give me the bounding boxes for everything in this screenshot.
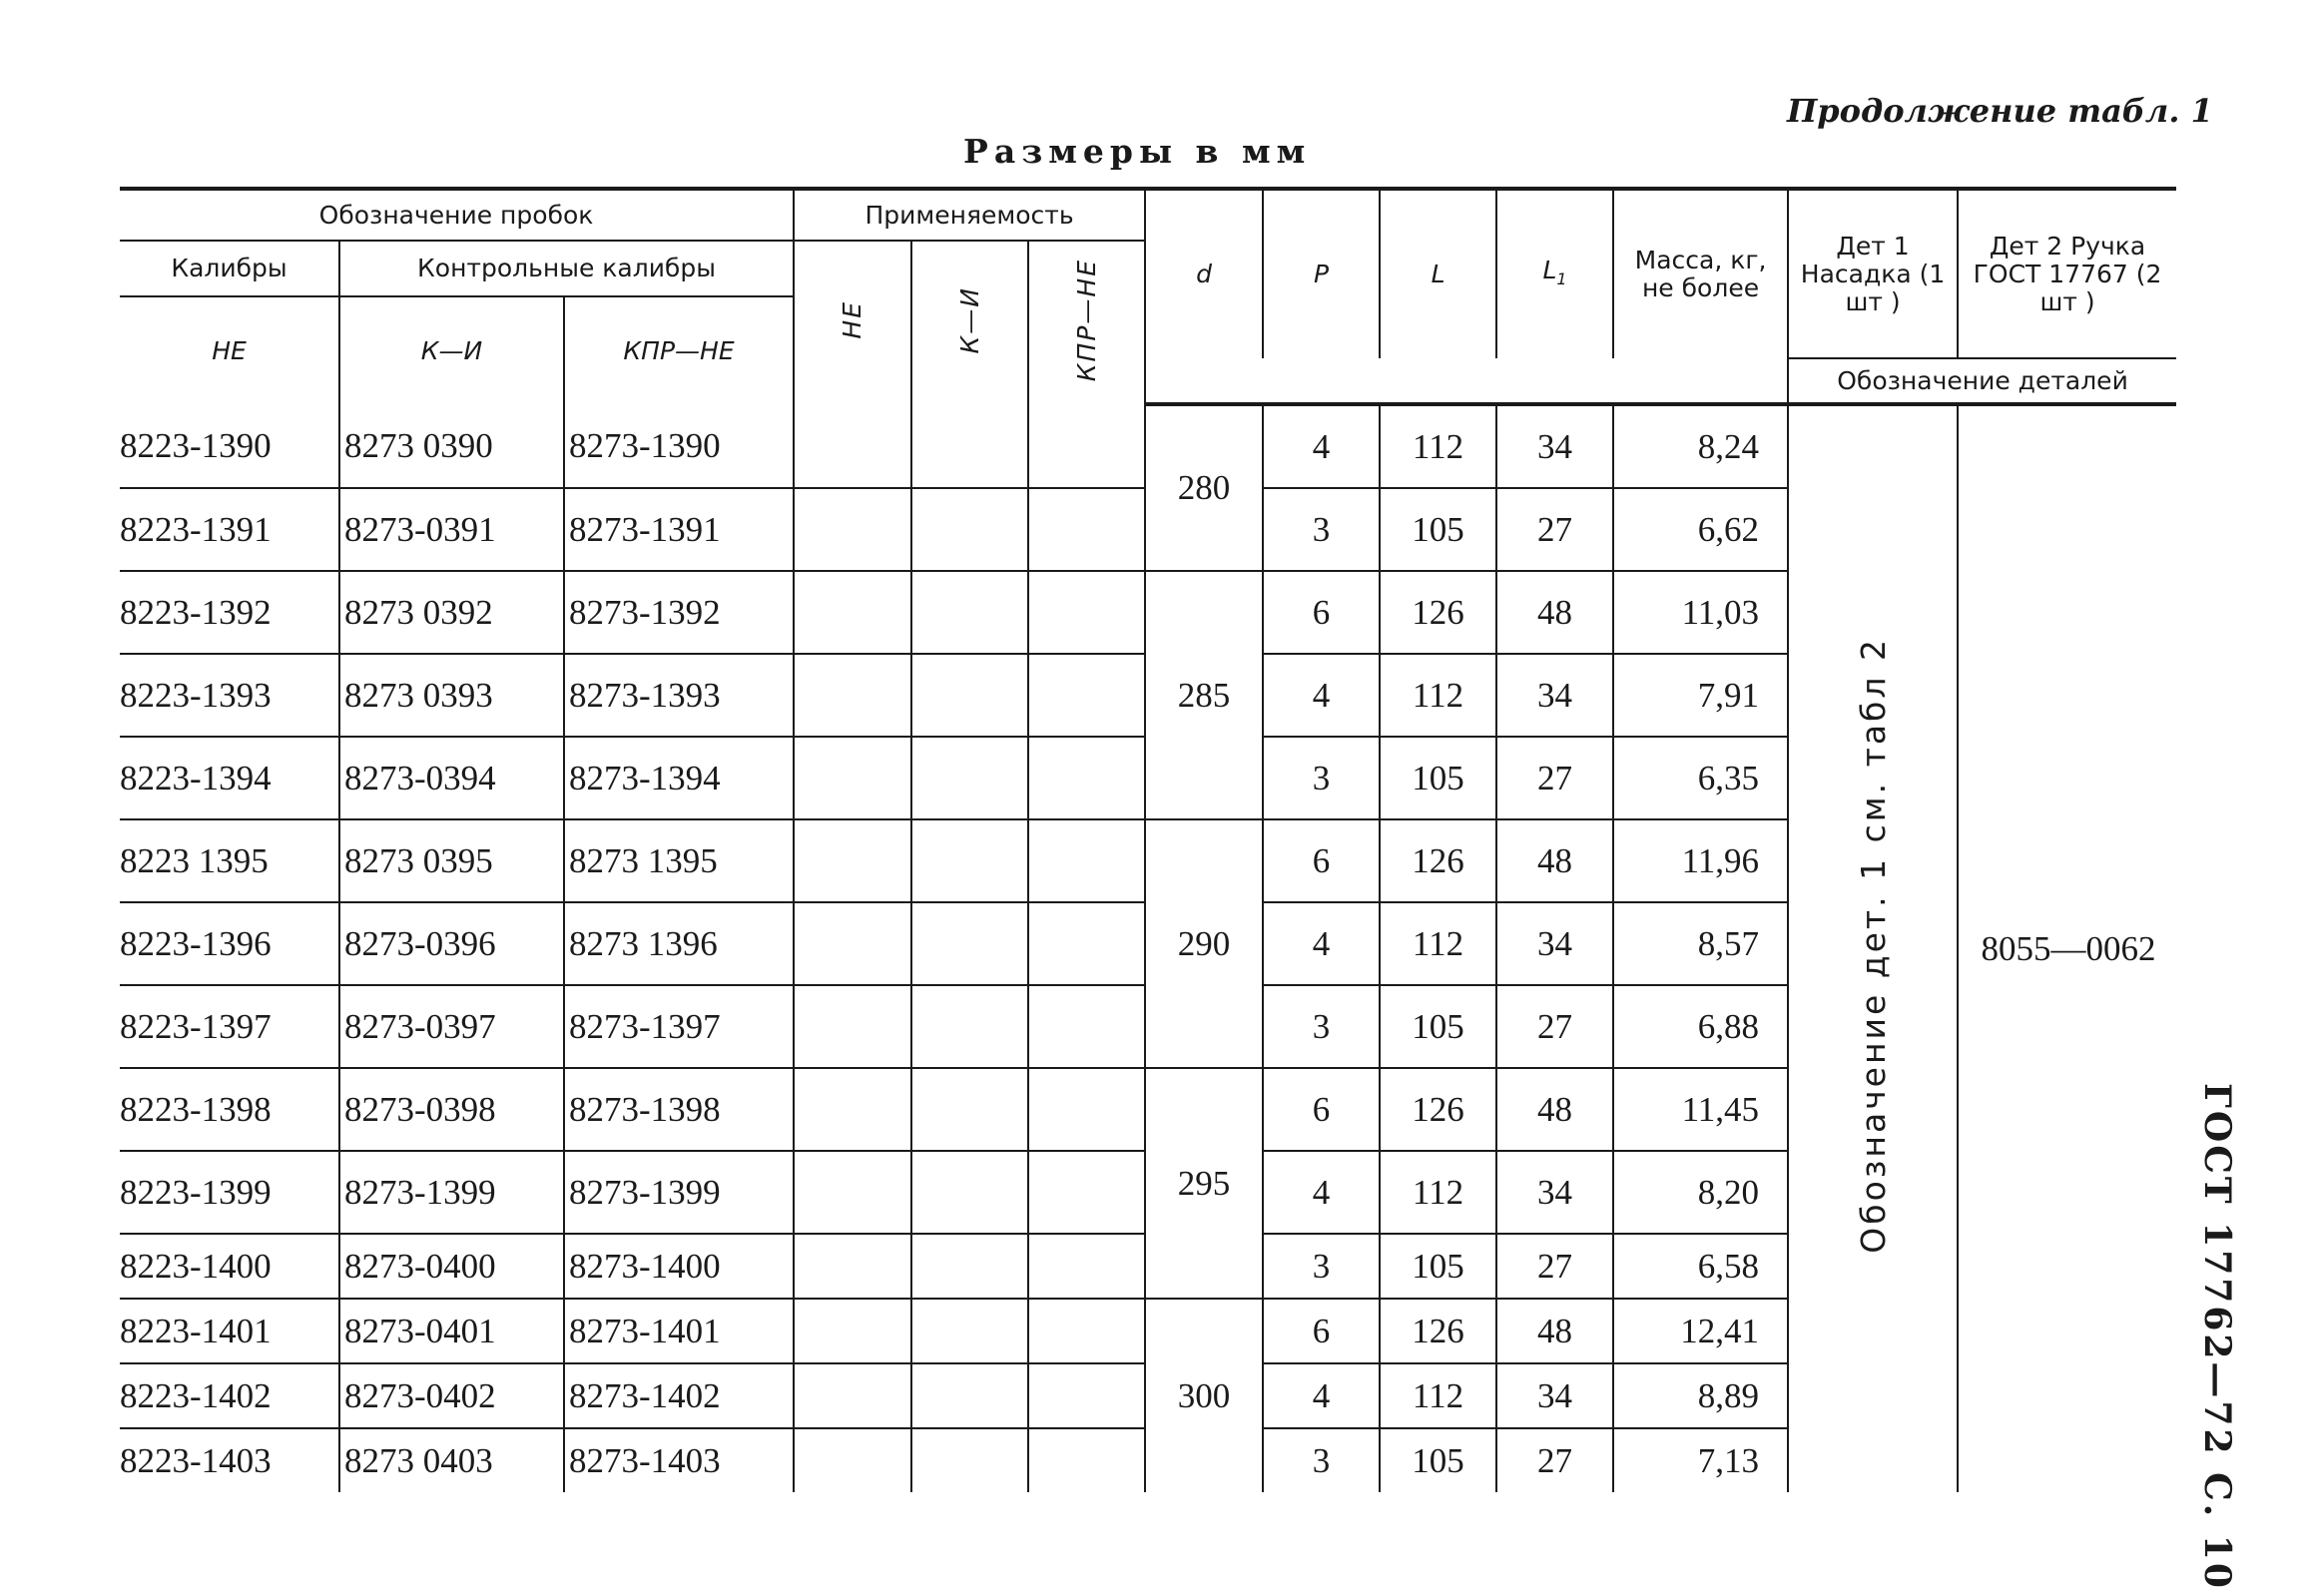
cell-l1: 48	[1496, 1299, 1613, 1363]
cell-l: 105	[1380, 985, 1496, 1068]
cell-l1: 34	[1496, 654, 1613, 737]
cell-p: 3	[1263, 1234, 1380, 1299]
header-mass	[1613, 189, 1788, 358]
cell-l1: 34	[1496, 902, 1613, 985]
cell-kpr-ne: 8273-1391	[564, 488, 794, 571]
cell-mass: 6,62	[1613, 488, 1788, 571]
cell-l: 126	[1380, 1068, 1496, 1151]
cell-app-k-i	[911, 902, 1028, 985]
cell-kpr-ne: 8273-1400	[564, 1234, 794, 1299]
cell-app-kpr-ne	[1028, 902, 1145, 985]
cell-ne: 8223-1394	[120, 737, 339, 819]
cell-ne: 8223-1399	[120, 1151, 339, 1234]
cell-p: 6	[1263, 1299, 1380, 1363]
cell-k-i: 8273 0395	[339, 819, 564, 902]
cell-ne: 8223-1391	[120, 488, 339, 571]
cell-l: 112	[1380, 1151, 1496, 1234]
cell-l: 112	[1380, 654, 1496, 737]
cell-app-kpr-ne	[1028, 819, 1145, 902]
header-p: P	[1263, 189, 1380, 358]
header-part1-text: Дет 1 Насадка (1 шт )	[1800, 231, 1946, 316]
cell-app-k-i	[911, 1299, 1028, 1363]
cell-l1: 48	[1496, 819, 1613, 902]
cell-ne: 8223-1396	[120, 902, 339, 985]
cell-k-i: 8273-1399	[339, 1151, 564, 1234]
cell-k-i: 8273-0397	[339, 985, 564, 1068]
header-l: L	[1380, 189, 1496, 358]
header-gauges: Калибры	[120, 241, 339, 296]
cell-app-k-i	[911, 571, 1028, 654]
cell-l: 105	[1380, 1234, 1496, 1299]
cell-kpr-ne: 8273-1394	[564, 737, 794, 819]
cell-part1-merged	[1788, 404, 1958, 1492]
cell-l1: 34	[1496, 1363, 1613, 1428]
header-spacer	[1145, 358, 1788, 404]
cell-app-k-i	[911, 1151, 1028, 1234]
cell-k-i: 8273 0403	[339, 1428, 564, 1492]
header-app-k-i-text: К—И	[954, 285, 984, 354]
cell-k-i: 8273-0402	[339, 1363, 564, 1428]
cell-ne: 8223-1392	[120, 571, 339, 654]
header-part2	[1958, 189, 2176, 358]
cell-p: 6	[1263, 571, 1380, 654]
cell-l: 126	[1380, 819, 1496, 902]
cell-ne: 8223-1403	[120, 1440, 272, 1480]
cell-kpr-ne: 8273-1392	[564, 571, 794, 654]
header-l1-base: L	[1542, 255, 1557, 284]
cell-l: 126	[1380, 571, 1496, 654]
part1-note: Обозначение дет. 1 см. табл 2	[1853, 636, 1893, 1254]
cell-app-kpr-ne	[1028, 654, 1145, 737]
cell-app-kpr-ne	[1028, 571, 1145, 654]
cell-app-ne	[794, 737, 911, 819]
cell-mass: 11,45	[1613, 1068, 1788, 1151]
cell-k-i: 8273-0396	[339, 902, 564, 985]
header-app-ne	[794, 241, 911, 404]
cell-mass: 7,91	[1613, 654, 1788, 737]
header-app-k-i	[911, 241, 1028, 404]
cell-k-i: 8273-0398	[339, 1068, 564, 1151]
cell-app-ne	[794, 1151, 911, 1234]
header-app-kpr-ne	[1028, 241, 1145, 404]
header-app-kpr-ne-text: КПР—НЕ	[1071, 258, 1101, 382]
cell-p: 6	[1263, 1068, 1380, 1151]
cell-part2-merged	[1958, 404, 2176, 1492]
cell-p: 6	[1263, 819, 1380, 902]
cell-ne: 8223-1400	[120, 1234, 339, 1299]
cell-k-i: 8273 0390	[339, 404, 564, 488]
cell-mass: 12,41	[1613, 1299, 1788, 1363]
table-body	[120, 404, 2176, 1492]
cell-app-ne	[794, 404, 911, 488]
cell-p: 4	[1263, 1363, 1380, 1428]
cell-k-i: 8273-0391	[339, 488, 564, 571]
cell-ne: 8223-1401	[120, 1299, 339, 1363]
cell-l1: 27	[1496, 1428, 1613, 1492]
continuation-note: Продолжение табл. 1	[1787, 92, 2213, 130]
cell-p: 4	[1263, 654, 1380, 737]
cell-mass: 8,89	[1613, 1363, 1788, 1428]
cell-app-kpr-ne	[1028, 1234, 1145, 1299]
header-part-designation: Обозначение деталей	[1788, 358, 2176, 404]
header-part1	[1788, 189, 1958, 358]
cell-l1: 27	[1496, 737, 1613, 819]
cell-app-k-i	[911, 654, 1028, 737]
cell-app-ne	[794, 654, 911, 737]
cell-app-kpr-ne	[1028, 404, 1145, 488]
cell-mass: 8,20	[1613, 1151, 1788, 1234]
cell-app-ne	[794, 985, 911, 1068]
cell-ne: 8223-1397	[120, 985, 339, 1068]
cell-k-i: 8273 0392	[339, 571, 564, 654]
cell-app-k-i	[911, 1068, 1028, 1151]
cell-app-ne	[794, 1234, 911, 1299]
header-ne: НЕ	[212, 335, 247, 365]
cell-l: 126	[1380, 1299, 1496, 1363]
table-row	[120, 404, 2176, 488]
cell-kpr-ne: 8273 1396	[564, 902, 794, 985]
cell-d: 280	[1145, 404, 1263, 571]
header-control-gauges: Контрольные калибры	[339, 241, 794, 296]
cell-mass: 6,58	[1613, 1234, 1788, 1299]
cell-app-k-i	[911, 985, 1028, 1068]
header-k-i: К—И	[339, 296, 564, 404]
cell-ne: 8223-1398	[120, 1068, 339, 1151]
cell-mass: 6,35	[1613, 737, 1788, 819]
cell-l1: 34	[1496, 1151, 1613, 1234]
cell-l: 112	[1380, 1363, 1496, 1428]
cell-kpr-ne: 8273-1398	[564, 1068, 794, 1151]
cell-mass: 7,13	[1613, 1428, 1788, 1492]
cell-app-kpr-ne	[1028, 1428, 1145, 1492]
cell-l1: 48	[1496, 1068, 1613, 1151]
cell-app-ne	[794, 819, 911, 902]
cell-app-k-i	[911, 1363, 1028, 1428]
cell-p: 3	[1263, 737, 1380, 819]
cell-app-kpr-ne	[1028, 1068, 1145, 1151]
cell-mass: 8,57	[1613, 902, 1788, 985]
cell-app-ne	[794, 1299, 911, 1363]
cell-app-ne	[794, 1428, 911, 1492]
gauge-table	[120, 187, 2176, 1492]
header-plug-designation: Обозначение пробок	[120, 189, 794, 241]
cell-l1: 27	[1496, 1234, 1613, 1299]
header-l1-sub: 1	[1556, 268, 1567, 288]
cell-ne: 8223 1395	[120, 819, 339, 902]
cell-ne: 8223-1402	[120, 1363, 339, 1428]
cell-ne: 8223-1393	[120, 654, 339, 737]
cell-kpr-ne: 8273-1401	[564, 1299, 794, 1363]
cell-mass: 11,96	[1613, 819, 1788, 902]
cell-d: 290	[1145, 819, 1263, 1068]
cell-k-i: 8273-0401	[339, 1299, 564, 1363]
cell-k-i: 8273-0394	[339, 737, 564, 819]
cell-kpr-ne: 8273-1393	[564, 654, 794, 737]
cell-p: 3	[1263, 985, 1380, 1068]
cell-p: 3	[1263, 488, 1380, 571]
cell-app-ne	[794, 1068, 911, 1151]
cell-l: 105	[1380, 488, 1496, 571]
header-applicability: Применяемость	[794, 189, 1145, 241]
cell-app-ne	[794, 902, 911, 985]
cell-p: 3	[1263, 1428, 1380, 1492]
cell-d: 285	[1145, 571, 1263, 819]
cell-app-kpr-ne	[1028, 1151, 1145, 1234]
cell-app-kpr-ne	[1028, 737, 1145, 819]
cell-l1: 27	[1496, 985, 1613, 1068]
cell-app-k-i	[911, 1428, 1028, 1492]
cell-kpr-ne: 8273-1390	[564, 404, 794, 488]
header-l1	[1496, 189, 1613, 358]
cell-l1: 27	[1496, 488, 1613, 571]
header-part2-text: Дет 2 Ручка ГОСТ 17767 (2 шт )	[1973, 231, 2162, 316]
cell-app-k-i	[911, 404, 1028, 488]
cell-app-kpr-ne	[1028, 985, 1145, 1068]
cell-l1: 48	[1496, 571, 1613, 654]
cell-p: 4	[1263, 902, 1380, 985]
cell-app-k-i	[911, 488, 1028, 571]
cell-app-ne	[794, 571, 911, 654]
cell-app-k-i	[911, 1234, 1028, 1299]
cell-p: 4	[1263, 1151, 1380, 1234]
cell-l: 105	[1380, 737, 1496, 819]
cell-app-kpr-ne	[1028, 1363, 1145, 1428]
cell-kpr-ne: 8273 1395	[564, 819, 794, 902]
cell-d: 300	[1145, 1299, 1263, 1492]
cell-app-ne	[794, 488, 911, 571]
cell-mass: 11,03	[1613, 571, 1788, 654]
cell-kpr-ne: 8273-1399	[564, 1151, 794, 1234]
cell-p: 4	[1263, 404, 1380, 488]
cell-mass: 8,24	[1613, 404, 1788, 488]
cell-kpr-ne: 8273-1403	[564, 1428, 794, 1492]
cell-kpr-ne: 8273-1402	[564, 1363, 794, 1428]
header-d: d	[1145, 189, 1263, 358]
part2-code: 8055—0062	[1981, 929, 2156, 968]
cell-l: 112	[1380, 404, 1496, 488]
cell-k-i: 8273-0400	[339, 1234, 564, 1299]
cell-app-k-i	[911, 819, 1028, 902]
standard-page-label: ГОСТ 17762—72 С. 10	[2196, 1083, 2238, 1591]
header-kpr-ne: КПР—НЕ	[564, 296, 794, 404]
header-app-ne-text: НЕ	[838, 300, 867, 339]
cell-k-i: 8273 0393	[339, 654, 564, 737]
cell-l: 112	[1380, 902, 1496, 985]
cell-l1: 34	[1496, 404, 1613, 488]
cell-ne: 8223-1390	[120, 404, 339, 488]
cell-d: 295	[1145, 1068, 1263, 1299]
cell-app-ne	[794, 1363, 911, 1428]
cell-app-kpr-ne	[1028, 488, 1145, 571]
dimensions-caption: Размеры в мм	[963, 132, 1312, 171]
cell-mass: 6,88	[1613, 985, 1788, 1068]
cell-app-k-i	[911, 737, 1028, 819]
cell-kpr-ne: 8273-1397	[564, 985, 794, 1068]
cell-l: 105	[1380, 1428, 1496, 1492]
cell-app-kpr-ne	[1028, 1299, 1145, 1363]
header-mass-text: Масса, кг, не более	[1634, 246, 1767, 302]
